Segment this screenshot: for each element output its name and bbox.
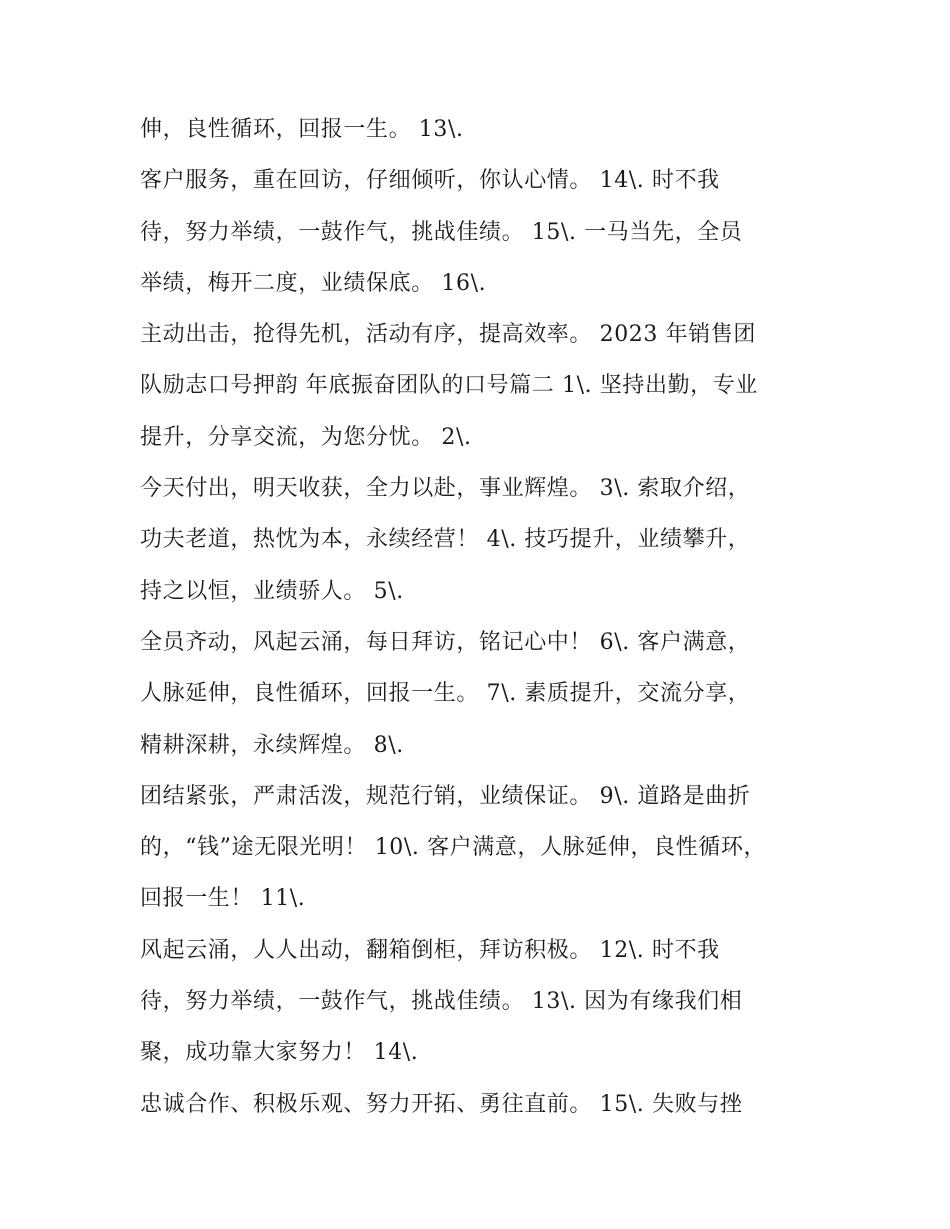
text-line: 忠诚合作、积极乐观、努力开拓、勇往直前。 15\. 失败与挫 <box>140 1091 743 1117</box>
text-line: 队励志口号押韵 年底振奋团队的口号篇二 1\. 坚持出勤，专业 <box>140 373 758 399</box>
text-line: 待，努力举绩，一鼓作气，挑战佳绩。 15\. 一马当先，全员 <box>140 219 743 245</box>
text-line: 精耕深耕，永续辉煌。 8\. <box>140 732 404 758</box>
text-line: 伸，良性循环，回报一生。 13\. <box>140 117 464 142</box>
text-line: 人脉延伸，良性循环，回报一生。 7\. 素质提升，交流分享， <box>140 681 751 707</box>
text-line: 待，努力举绩，一鼓作气，挑战佳绩。 13\. 因为有缘我们相 <box>140 989 743 1015</box>
body-text <box>140 104 820 1130</box>
text-line: 主动出击，抢得先机，活动有序，提高效率。 2023 年销售团 <box>140 322 756 348</box>
text-line: 全员齐动，风起云涌，每日拜访，铭记心中！ 6\. 客户满意， <box>140 629 751 655</box>
text-line: 客户服务，重在回访，仔细倾听，你认心情。 14\. 时不我 <box>140 168 720 194</box>
text-line: 聚，成功靠大家努力！ 14\. <box>140 1040 419 1066</box>
text-line: 风起云涌，人人出动，翻箱倒柜，拜访积极。 12\. 时不我 <box>140 937 720 963</box>
text-line: 持之以恒，业绩骄人。 5\. <box>140 578 404 604</box>
text-line: 团结紧张，严肃活泼，规范行销，业绩保证。 9\. 道路是曲折 <box>140 783 751 809</box>
text-line: 举绩，梅开二度，业绩保底。 16\. <box>140 270 487 296</box>
text-line: 功夫老道，热忱为本，永续经营！ 4\. 技巧提升，业绩攀升， <box>140 527 751 553</box>
text-line: 回报一生！ 11\. <box>140 886 306 912</box>
text-line: 的，“钱”途无限光明！ 10\. 客户满意，人脉延伸，良性循环， <box>140 835 767 861</box>
text-line: 提升，分享交流，为您分忧。 2\. <box>140 424 472 450</box>
text-line: 今天付出，明天收获，全力以赴，事业辉煌。 3\. 索取介绍， <box>140 476 751 502</box>
